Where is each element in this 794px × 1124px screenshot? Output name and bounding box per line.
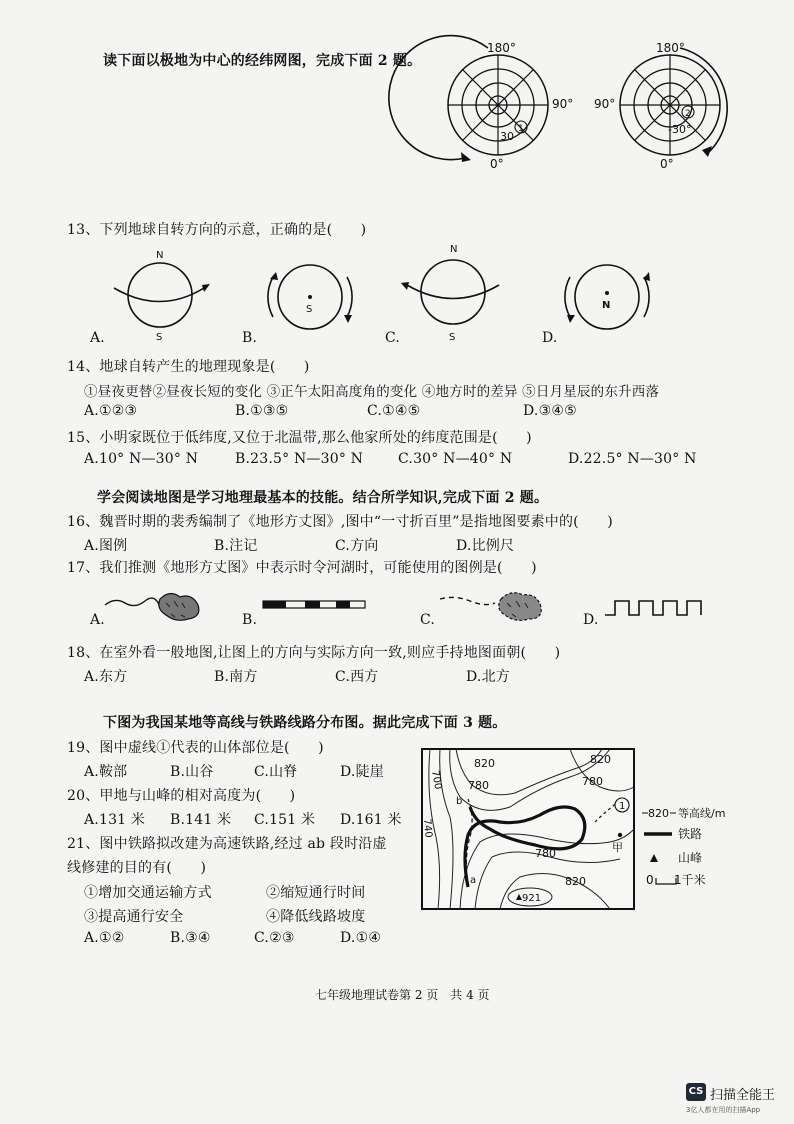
q18-option-a[interactable]: A.东方 [84, 669, 128, 685]
q17-legend-c[interactable] [435, 585, 555, 625]
section1-intro: 读下面以极地为中心的经纬网图，完成下面 2 题。 [103, 53, 422, 69]
q14-option-d[interactable]: D.③④⑤ [523, 403, 577, 419]
q17-legend-b[interactable] [262, 598, 372, 614]
legend-scale-label: 1千米 [674, 873, 706, 887]
page-footer: 七年级地理试卷第 2 页 共 4 页 [315, 988, 490, 1002]
watermark-app-name: 扫描全能王 [710, 1088, 776, 1103]
fig1-point-label: 1 [518, 124, 524, 134]
q13-c-north: N [450, 244, 458, 255]
camscanner-logo: CS [686, 1083, 706, 1101]
q15-stem: 15、小明家既位于低纬度,又位于北温带,那么他家所处的纬度范围是( ) [67, 430, 532, 446]
q21-option-a[interactable]: A.①② [84, 930, 125, 946]
map-label-780-c: 780 [535, 847, 556, 860]
q20-option-c[interactable]: C.151 米 [254, 812, 316, 828]
polar-figure-2 [590, 40, 760, 170]
map-point-jia: 甲 [612, 841, 623, 854]
q16-option-a[interactable]: A.图例 [84, 538, 128, 554]
map-label-820-b: 820 [590, 753, 611, 766]
legend-contour-label: 等高线/m [678, 807, 726, 820]
q15-option-d[interactable]: D.22.5° N—30° N [568, 451, 697, 467]
q17-legend-a[interactable] [100, 585, 210, 625]
q13-option-d[interactable]: D. [542, 330, 558, 346]
q13-stem: 13、下列地球自转方向的示意，正确的是( ) [67, 222, 367, 238]
map-peak-label: 921 [522, 893, 542, 904]
map-label-700: 700 [429, 769, 444, 791]
map-label-780-a: 780 [468, 779, 489, 792]
q15-option-b[interactable]: B.23.5° N—30° N [235, 451, 364, 467]
q17-option-c[interactable]: C. [420, 612, 436, 628]
q21-stem-line2: 线修建的目的有( ) [67, 860, 207, 876]
contour-map [420, 747, 640, 912]
q13-option-a[interactable]: A. [90, 330, 105, 346]
fig1-top-label: 180° [487, 41, 516, 55]
q19-option-b[interactable]: B.山谷 [170, 764, 214, 780]
q13-c-south: S [449, 332, 456, 343]
legend-railway-label: 铁路 [678, 827, 703, 841]
q14-option-a[interactable]: A.①②③ [84, 403, 138, 419]
polar-figure-1 [425, 40, 595, 170]
q19-option-a[interactable]: A.鞍部 [84, 764, 128, 780]
map-label-820-a: 820 [474, 757, 495, 770]
legend-contour-value: 820 [648, 807, 669, 820]
q21-option-d[interactable]: D.①④ [340, 930, 382, 946]
q18-option-b[interactable]: B.南方 [214, 669, 258, 685]
q13-globe-a[interactable] [100, 245, 220, 345]
q20-option-d[interactable]: D.161 米 [340, 812, 402, 828]
q13-d-center: N [602, 300, 611, 311]
q13-b-center: S [306, 304, 313, 315]
map-label-740: 740 [421, 818, 434, 839]
q16-stem: 16、魏晋时期的裴秀编制了《地形方丈图》,图中“一寸折百里”是指地图要素中的( ) [67, 514, 613, 530]
q17-stem: 17、我们推测《地形方丈图》中表示时令河湖时，可能使用的图例是( ) [67, 560, 537, 576]
q13-globe-d[interactable] [555, 255, 665, 345]
fig2-left-label: 90° [594, 97, 616, 111]
map-point-1: 1 [619, 801, 626, 812]
legend-peak-label: 山峰 [678, 851, 703, 865]
q20-option-b[interactable]: B.141 米 [170, 812, 232, 828]
section2-intro: 学会阅读地图是学习地理最基本的技能。结合所学知识,完成下面 2 题。 [97, 490, 549, 506]
q13-globe-c[interactable] [395, 240, 515, 343]
q17-legend-d[interactable] [603, 597, 713, 621]
q21-item-4: ④降低线路坡度 [266, 909, 366, 925]
fig1-right-label: 90° [552, 97, 574, 111]
map-point-a: a [470, 875, 477, 886]
q17-option-d[interactable]: D. [583, 612, 599, 628]
q16-option-c[interactable]: C.方向 [335, 538, 379, 554]
fig1-bottom-label: 0° [490, 157, 504, 171]
q17-option-a[interactable]: A. [90, 612, 105, 628]
watermark-subtitle: 3亿人都在用的扫描App [686, 1106, 761, 1114]
q21-item-1: ①增加交通运输方式 [84, 885, 212, 901]
map-point-b: b [456, 796, 463, 807]
map-label-820-c: 820 [565, 875, 586, 888]
q14-stem: 14、地球自转产生的地理现象是( ) [67, 359, 310, 375]
fig2-top-label: 180° [656, 41, 685, 55]
q14-option-c[interactable]: C.①④⑤ [367, 403, 421, 419]
fig2-point-label: 2 [685, 109, 691, 119]
q13-globe-b[interactable] [255, 255, 365, 345]
q15-option-c[interactable]: C.30° N—40° N [398, 451, 513, 467]
q13-option-b[interactable]: B. [242, 330, 258, 346]
q19-option-c[interactable]: C.山脊 [254, 764, 298, 780]
map-legend [642, 800, 742, 895]
q21-item-3: ③提高通行安全 [84, 909, 184, 925]
q18-stem: 18、在室外看一般地图,让图上的方向与实际方向一致,则应手持地图面朝( ) [67, 645, 561, 661]
fig2-lat-label: -30° [668, 123, 692, 136]
q20-option-a[interactable]: A.131 米 [84, 812, 146, 828]
q19-option-d[interactable]: D.陡崖 [340, 764, 384, 780]
q14-items: ①昼夜更替②昼夜长短的变化 ③正午太阳高度角的变化 ④地方时的差异 ⑤日月星辰的东升西落 [84, 384, 660, 400]
q13-a-north: N [156, 250, 164, 261]
q19-stem: 19、图中虚线①代表的山体部位是( ) [67, 740, 324, 756]
q16-option-b[interactable]: B.注记 [214, 538, 258, 554]
legend-scale-zero: 0 [646, 873, 654, 887]
q15-option-a[interactable]: A.10° N—30° N [84, 451, 199, 467]
q18-option-d[interactable]: D.北方 [466, 669, 510, 685]
q21-stem-line1: 21、图中铁路拟改建为高速铁路,经过 ab 段时沿虚 [67, 836, 387, 852]
q14-option-b[interactable]: B.①③⑤ [235, 403, 289, 419]
q17-option-b[interactable]: B. [242, 612, 258, 628]
q13-option-c[interactable]: C. [385, 330, 401, 346]
q20-stem: 20、甲地与山峰的相对高度为( ) [67, 788, 296, 804]
q16-option-d[interactable]: D.比例尺 [456, 538, 515, 554]
map-label-780-b: 780 [582, 775, 603, 788]
fig2-bottom-label: 0° [660, 157, 674, 171]
q21-option-b[interactable]: B.③④ [170, 930, 211, 946]
section3-intro: 下图为我国某地等高线与铁路线路分布图。据此完成下面 3 题。 [103, 715, 507, 731]
q21-item-2: ②缩短通行时间 [266, 885, 366, 901]
q21-option-c[interactable]: C.②③ [254, 930, 295, 946]
q13-a-south: S [156, 332, 163, 343]
fig1-lat-label: 30 [500, 130, 514, 143]
q18-option-c[interactable]: C.西方 [335, 669, 379, 685]
